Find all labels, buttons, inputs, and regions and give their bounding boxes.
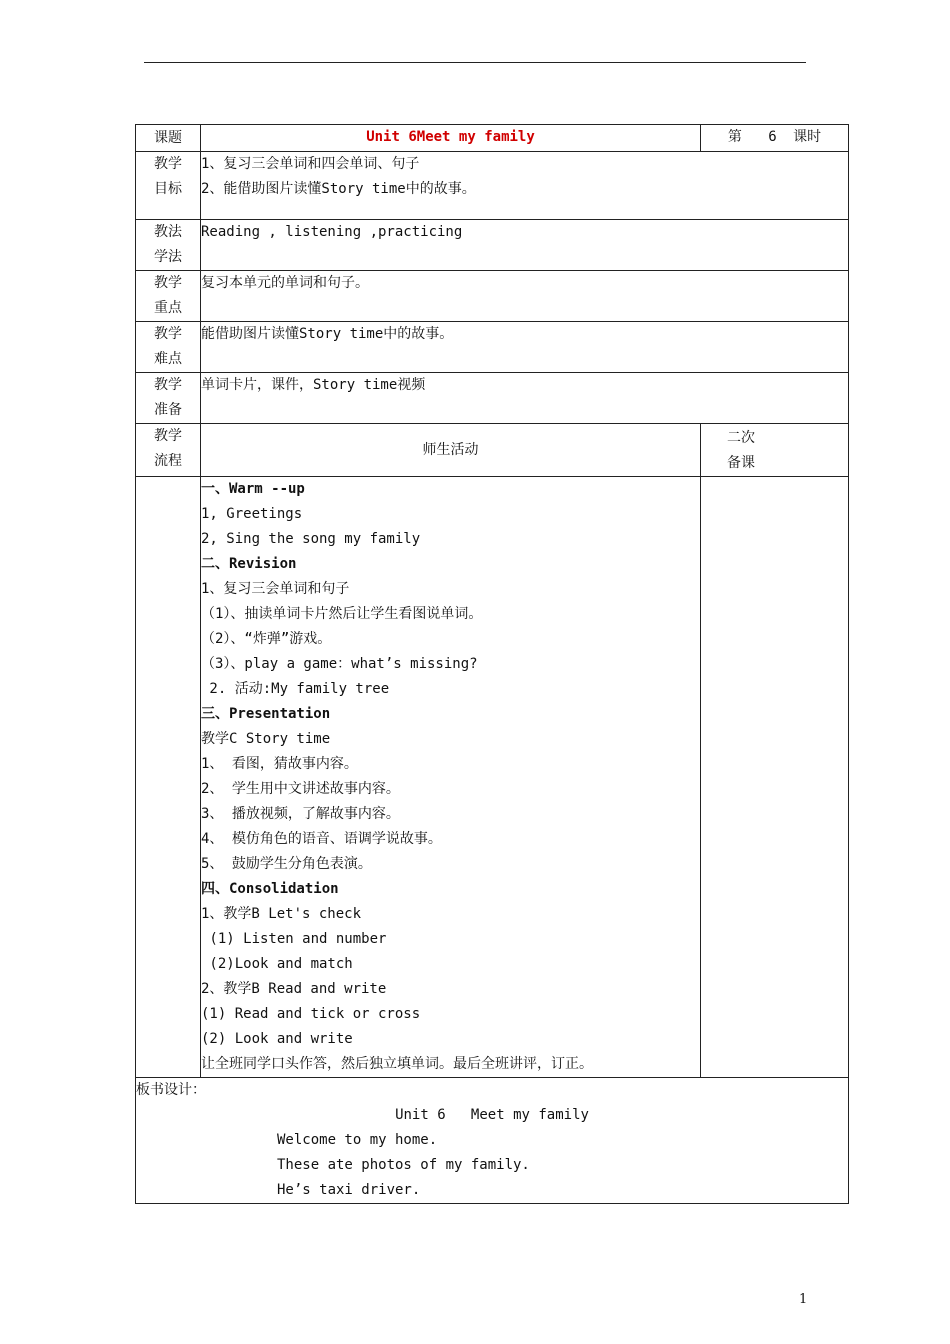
goal-line-1: 1、复习三会单词和四会单词、句子 [201, 156, 420, 172]
section-heading: 二、Revision [201, 556, 297, 572]
procedure-line: 1、教学B Let's check [201, 906, 362, 922]
procedure-line: 2. 活动:My family tree [201, 681, 390, 697]
goals-content [201, 152, 849, 220]
preparation-label: 教学 准备 [136, 373, 201, 424]
difficulties-content: 能借助图片读懂Story time中的故事。 [201, 322, 849, 373]
procedure-line: 4、 模仿角色的语音、语调学说故事。 [201, 831, 442, 847]
preparation-content: 单词卡片，课件，Story time视频 [201, 373, 849, 424]
procedure-line: （3）、play a game：what’s missing? [201, 656, 478, 672]
flow-header-row [136, 424, 849, 477]
key-points-label: 教学 重点 [136, 271, 201, 322]
procedure-line: 3、 播放视频，了解故事内容。 [201, 806, 400, 822]
key-points-content: 复习本单元的单词和句子。 [201, 271, 849, 322]
procedure-line: （1）、抽读单词卡片然后让学生看图说单词。 [201, 606, 483, 622]
procedure-line: 2、教学B Read and write [201, 981, 387, 997]
goals-label: 教学 目标 [136, 152, 201, 220]
procedure-line: 1, Greetings [201, 506, 303, 522]
board-label: 板书设计： [136, 1082, 206, 1098]
section-heading: 四、Consolidation [201, 881, 339, 897]
procedure-line: 1、复习三会单词和句子 [201, 581, 350, 597]
lesson-title: Unit 6Meet my family [201, 125, 701, 152]
methods-row [136, 220, 849, 271]
header-rule [144, 62, 806, 63]
procedure-row [136, 477, 849, 1078]
page-number: 1 [799, 1292, 808, 1307]
methods-label: 教法 学法 [136, 220, 201, 271]
goals-row [136, 152, 849, 220]
board-line: These ate photos of my family. [277, 1157, 530, 1173]
procedure-line: 1、 看图，猜故事内容。 [201, 756, 358, 772]
second-prep-cell [701, 477, 849, 1078]
procedure-line: (1) Read and tick or cross [201, 1006, 421, 1022]
procedure-line: 教学C Story time [201, 731, 331, 747]
methods-content: Reading , listening ,practicing [201, 220, 849, 271]
procedure-label-cell [136, 477, 201, 1078]
preparation-row [136, 373, 849, 424]
board-row [136, 1078, 849, 1204]
difficulties-label: 教学 难点 [136, 322, 201, 373]
subject-label: 课题 [136, 125, 201, 152]
period-cell [701, 125, 849, 152]
difficulties-row [136, 322, 849, 373]
period-prefix: 第 [727, 129, 742, 145]
procedure-content [201, 477, 701, 1078]
procedure-line: （2）、“炸弹”游戏。 [201, 631, 332, 647]
lesson-plan-table [135, 124, 849, 1204]
goal-line-2: 2、能借助图片读懂Story time中的故事。 [201, 181, 476, 197]
period-number: 6 [768, 129, 777, 145]
key-points-row [136, 271, 849, 322]
procedure-line: (1) Listen and number [201, 931, 387, 947]
procedure-line: 让全班同学口头作答，然后独立填单词。最后全班讲评，订正。 [201, 1056, 593, 1072]
board-design [136, 1078, 849, 1204]
board-title: Unit 6 Meet my family [395, 1107, 589, 1123]
procedure-line: (2)Look and match [201, 956, 353, 972]
section-heading: 三、Presentation [201, 706, 331, 722]
board-line: He’s taxi driver. [277, 1182, 421, 1198]
second-prep-header: 二次 备课 [701, 424, 849, 477]
board-line: Welcome to my home. [277, 1132, 438, 1148]
activity-header: 师生活动 [201, 424, 701, 477]
period-suffix: 课时 [793, 129, 822, 145]
section-heading: 一、Warm --up [201, 481, 305, 497]
flow-label: 教学 流程 [136, 424, 201, 477]
title-row [136, 125, 849, 152]
procedure-line: 2、 学生用中文讲述故事内容。 [201, 781, 400, 797]
procedure-line: (2) Look and write [201, 1031, 353, 1047]
procedure-line: 2, Sing the song my family [201, 531, 421, 547]
procedure-line: 5、 鼓励学生分角色表演。 [201, 856, 372, 872]
